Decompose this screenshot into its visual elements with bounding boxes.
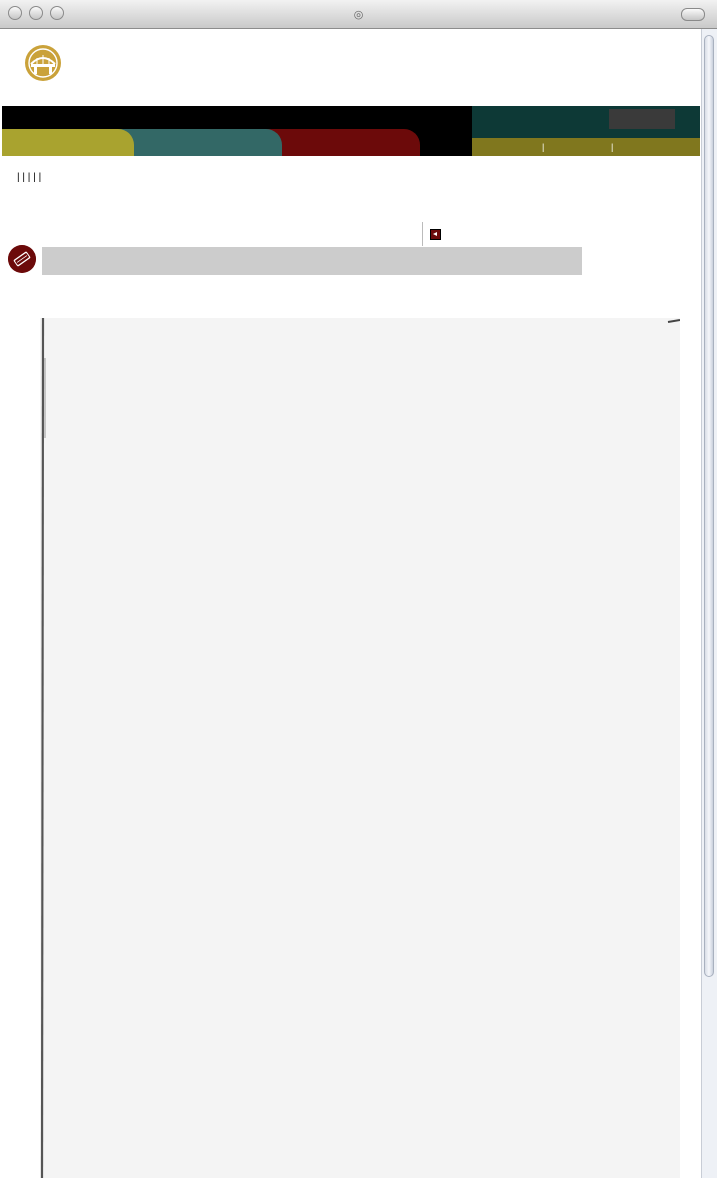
- window-title: [0, 6, 717, 21]
- page-globe-icon: ◎: [353, 9, 364, 21]
- bridge-logo-icon[interactable]: [24, 44, 62, 82]
- page-content: [2, 29, 700, 1178]
- glossary-links: [472, 138, 700, 156]
- glossary-panel: [472, 106, 700, 156]
- title-field: [42, 247, 582, 275]
- glossary-separator: |: [542, 142, 546, 152]
- glossary-search-box[interactable]: [609, 109, 675, 129]
- back-arrow-icon: [430, 229, 441, 240]
- truss-figure: [40, 318, 680, 1178]
- divider: [422, 222, 423, 246]
- scrollbar-thumb[interactable]: [704, 35, 714, 977]
- vertical-scrollbar[interactable]: [701, 29, 717, 1178]
- page-scan-image: [40, 318, 680, 1178]
- window-titlebar: [0, 0, 717, 29]
- site-header: [2, 29, 700, 106]
- tab-browse-collection[interactable]: [114, 129, 282, 156]
- toolbar-toggle-button[interactable]: [681, 8, 705, 21]
- utility-nav: | | | | |: [17, 172, 42, 183]
- tab-project-notes[interactable]: [2, 129, 134, 156]
- back-to-books-link[interactable]: [430, 229, 447, 245]
- book-icon: [8, 245, 36, 273]
- glossary-separator: |: [611, 142, 615, 152]
